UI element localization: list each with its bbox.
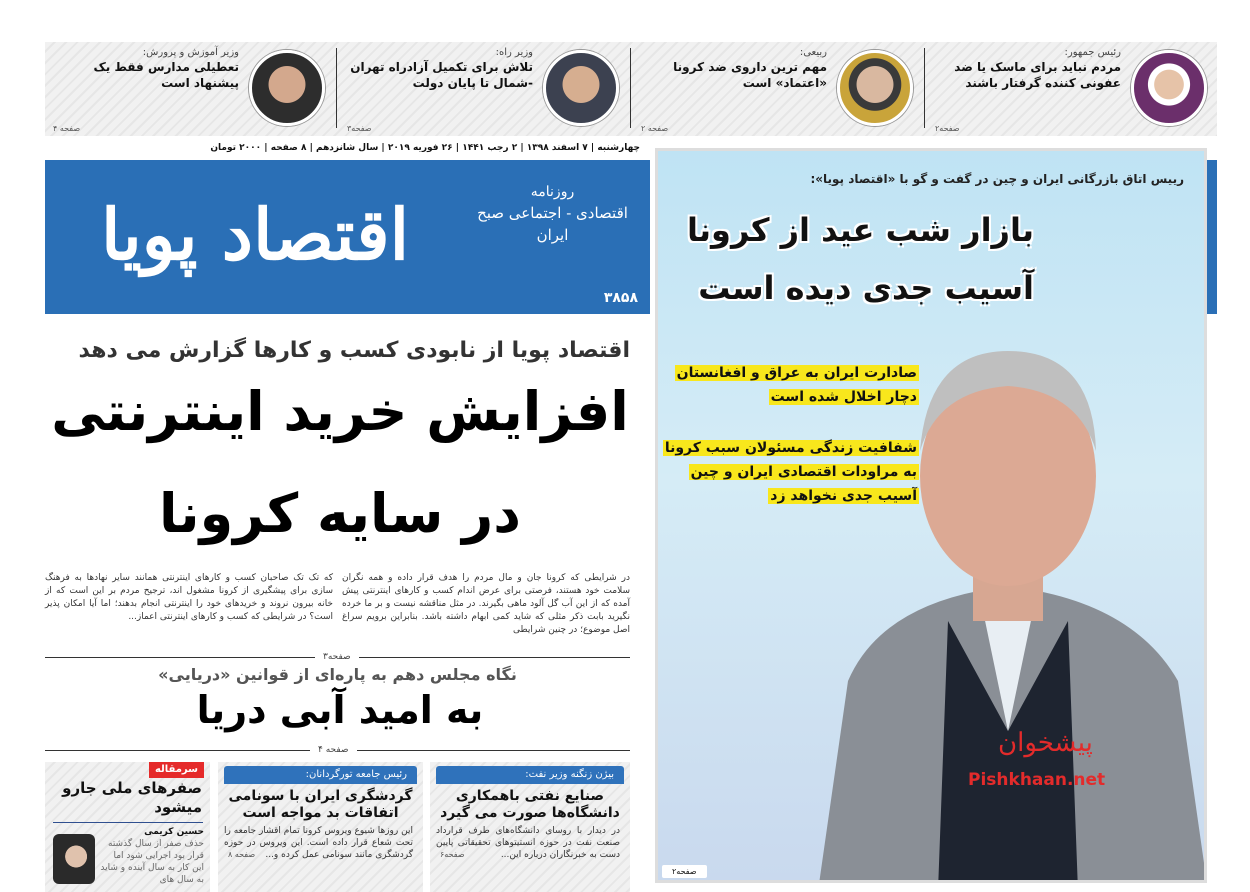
tagline-desc: اقتصادی - اجتماعی صبح ایران <box>477 204 628 244</box>
divider <box>53 822 203 823</box>
teaser-source: وزیر آموزش و پرورش: <box>142 47 239 58</box>
news-box-tourism[interactable] <box>218 762 423 892</box>
portrait-photo <box>837 50 913 126</box>
feature-highlight-1 <box>664 361 919 409</box>
box-text: این روزها شیوع ویروس کرونا تمام اقشار جامعه را تحت شعاع قرار داده است. این ویروس در حوزه گردشگری مانند سونامی عمل کرده و... <box>224 826 413 860</box>
box-source-tag: رئیس جامعه تورگردانان: <box>224 766 417 784</box>
box-text-wrap <box>218 822 423 861</box>
feature-headline[interactable] <box>664 201 1034 317</box>
feature-headline-line1: بازار شب عید از کرونا <box>687 211 1034 249</box>
teaser-headline: تلاش برای تکمیل آزادراه تهران -شمال تا پایان دولت <box>350 60 533 90</box>
lead-kicker: اقتصاد پویا از نابودی کسب و کارها گزارش می دهد <box>78 338 630 363</box>
teaser-education-minister[interactable] <box>45 42 335 136</box>
lead-headline-line2[interactable]: در سایه کرونا <box>159 482 521 545</box>
teaser-roads-minister[interactable] <box>339 42 629 136</box>
top-teaser-strip <box>45 42 1217 136</box>
author-photo <box>53 834 95 884</box>
teaser-source: ربیعی: <box>799 47 827 58</box>
feature-page-ref[interactable]: صفحه۲ <box>662 865 707 878</box>
watermark-url: Pishkhaan.net <box>968 770 1106 790</box>
divider <box>630 48 631 128</box>
editorial-body <box>100 826 204 886</box>
divider <box>924 48 925 128</box>
box-page: صفحه۶ <box>440 850 465 859</box>
feature-kicker: رییس اتاق بازرگانی ایران و چین در گفت و گو با «اقتصاد پویا»: <box>810 172 1184 186</box>
box-headline: صنایع نفتی باهمکاری دانشگاه‌ها صورت می گیرد <box>440 788 620 821</box>
lead-page-ref[interactable]: صفحه۳ <box>315 651 359 663</box>
portrait-photo <box>249 50 325 126</box>
teaser-page: صفحه ۴ <box>53 124 81 133</box>
teaser-source: وزیر راه: <box>495 47 533 58</box>
teaser-president[interactable] <box>927 42 1217 136</box>
author-name: حسین کریمی <box>144 827 204 837</box>
masthead <box>45 160 650 314</box>
feature-headline-line2: آسیب جدی دیده است <box>698 269 1034 307</box>
portrait-photo <box>543 50 619 126</box>
portrait-photo <box>1131 50 1207 126</box>
tagline-type: روزنامه <box>530 184 575 200</box>
teaser-source: رئیس جمهور: <box>1064 47 1121 58</box>
box-page: صفحه ۸ <box>228 850 256 859</box>
lead-body-col-right: در شرایطی که کرونا جان و مال مردم را هدف قرار داده و همه نگران سلامت خود هستند، فرصتی برای عرض اندام کسب و کارهای اینترنتی پیش آمده که از این آب گل آلود ماهی بگیرند. در مثل مناقشه نیست و بر ما خرده نگیرید بابت ذکر مثلی که شاید کمی ابهام داشته باشد. بنابراین برویم سراغ اصل موضوع؛ در چنین شرایطی <box>342 573 630 635</box>
teaser-page: صفحه۳ <box>347 124 372 133</box>
feature-highlight-2 <box>664 436 919 508</box>
teaser-headline: تعطیلی مدارس فقط یک پیشنهاد است <box>93 60 239 90</box>
tagline <box>465 182 640 246</box>
issue-number: ۳۸۵۸ <box>603 290 638 306</box>
highlight-text: صادارت ایران به عراق و افغانستان دچار اخلال شده است <box>676 365 917 405</box>
highlight-text: شفافیت زندگی مسئولان سبب کرونا به مراودات اقتصادی ایران و چین آسیب جدی نخواهد زد <box>664 440 917 504</box>
teaser-headline: مهم ترین داروی ضد کرونا «اعتماد» است <box>673 60 827 90</box>
box-headline: گردشگری ایران با سونامی اتفاقات بد مواجه است <box>228 788 413 821</box>
second-kicker: نگاه مجلس دهم به پاره‌ای از قوانین «دریایی» <box>158 665 517 684</box>
dateline: چهارشنبه | ۷ اسفند ۱۳۹۸ | ۲ رجب ۱۴۴۱ | ۲۶ فوریه ۲۰۱۹ | سال شانزدهم | ۸ صفحه | ۲۰۰۰ تومان <box>210 143 640 153</box>
lead-body-col-left: که تک تک صاحبان کسب و کارهای اینترنتی همانند سایر نهادها به فرهنگ سازی برای پیشگیری از کرونا مشغول اند، ترجیح مردم بر این است که از خانه بیرون نروند و خریدهای خود را اینترنتی انجام بدهند؛ اما آیا امکان پذیر است؟ در شرایطی که کسب و کارهای اینترنتی اعماز... <box>45 573 333 622</box>
teaser-headline: مردم نباید برای ماسک یا ضد عفونی کننده گرفتار باشند <box>954 60 1121 90</box>
box-text: در دیدار با روسای دانشگاه‌های طرف قرارداد صنعت نفت در حوزه انستیتوهای تحقیقاتی پایین دست به خبرنگاران درباره این... <box>436 826 620 860</box>
newspaper-logo: اقتصاد پویا <box>100 193 410 276</box>
watermark-logo: پیشخوان <box>998 728 1093 758</box>
feature-panel[interactable] <box>655 148 1207 883</box>
second-headline[interactable]: به امید آبی دریا <box>196 688 484 732</box>
teaser-rabiei[interactable] <box>633 42 923 136</box>
box-text-wrap <box>430 822 630 861</box>
editorial-box[interactable] <box>45 762 210 892</box>
news-box-oil[interactable] <box>430 762 630 892</box>
teaser-page: صفحه ۲ <box>641 124 669 133</box>
divider <box>336 48 337 128</box>
box-source-tag: بیژن زنگنه وزیر نفت: <box>436 766 624 784</box>
editorial-tag: سرمقاله <box>149 762 204 778</box>
masthead-extension <box>1207 160 1217 314</box>
lead-headline-line1[interactable]: افزایش خرید اینترنتی <box>51 380 629 443</box>
teaser-page: صفحه۲ <box>935 124 960 133</box>
editorial-headline: صفرهای ملی جارو میشود <box>62 779 202 816</box>
editorial-text: حذف صفر از سال گذشته قرار بود اجرایی شود اما این کار به سال آینده و شاید به سال های <box>100 839 204 885</box>
second-page-ref[interactable]: صفحه ۴ <box>310 744 357 756</box>
